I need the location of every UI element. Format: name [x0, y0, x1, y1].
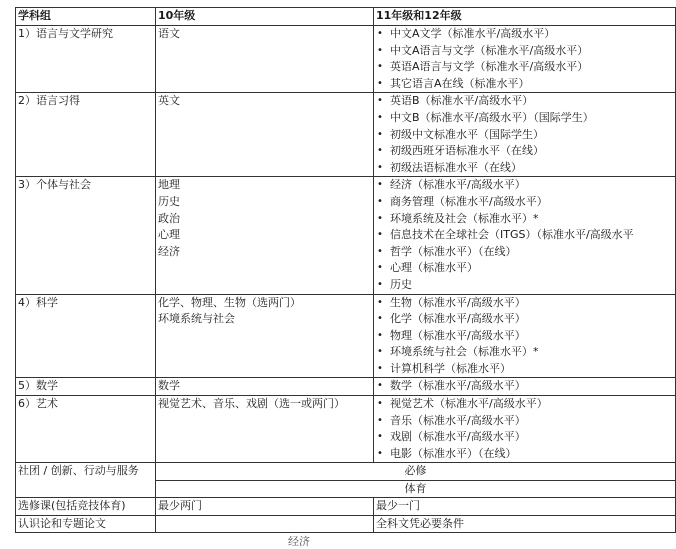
subject-group-name: 4）科学 — [16, 294, 156, 378]
electives-grade-11-12: 最少一门 — [374, 498, 676, 516]
course-list-item: • 商务管理（标准水平/高级水平） — [390, 194, 673, 211]
course-list-item: • 初级西班牙语标准水平（在线） — [390, 143, 673, 160]
pe-label: 体育 — [156, 480, 676, 498]
course-list — [376, 378, 673, 395]
course-list-item: • 历史 — [390, 277, 673, 294]
subject-group-row — [16, 396, 676, 463]
grade-11-12-courses — [374, 93, 676, 177]
electives-row — [16, 498, 676, 516]
course-list-item: • 初级法语标准水平（在线） — [390, 160, 673, 177]
course-list-item: • 计算机科学（标准水平） — [390, 361, 673, 378]
course-list-item: • 生物（标准水平/高级水平） — [390, 295, 673, 312]
tok-grade-10 — [156, 515, 374, 533]
subject-group-name: 3）个体与社会 — [16, 177, 156, 294]
course-list-item: • 中文B（标准水平/高级水平）（国际学生） — [390, 110, 673, 127]
course-list-item: • 化学（标准水平/高级水平） — [390, 311, 673, 328]
grade-10-course: 政治 — [158, 211, 180, 225]
course-list-item: • 环境系统及社会（标准水平）* — [390, 211, 673, 228]
grade-10-courses — [156, 294, 374, 378]
course-list-item: • 视觉艺术（标准水平/高级水平） — [390, 396, 673, 413]
course-list — [376, 295, 673, 378]
grade-11-12-courses — [374, 294, 676, 378]
grade-10-courses — [156, 378, 374, 396]
course-list — [376, 396, 673, 462]
subject-group-row — [16, 26, 676, 93]
subject-group-name: 1）语言与文学研究 — [16, 26, 156, 93]
clubs-row — [16, 463, 676, 481]
subject-group-row — [16, 177, 676, 294]
subject-group-row — [16, 294, 676, 378]
course-list-item: • 初级中文标准水平（国际学生） — [390, 127, 673, 144]
grade-11-12-courses — [374, 396, 676, 463]
tok-label: 认识论和专题论文 — [16, 515, 156, 533]
tok-row — [16, 515, 676, 533]
course-list-item: • 经济（标准水平/高级水平） — [390, 177, 673, 194]
course-list-item: • 数学（标准水平/高级水平） — [390, 378, 673, 395]
course-list-item: • 其它语言A在线（标准水平） — [390, 76, 673, 93]
course-list — [376, 177, 673, 293]
header-grade-11-12: 11年级和12年级 — [374, 8, 676, 26]
grade-10-courses — [156, 396, 374, 463]
grade-11-12-courses — [374, 378, 676, 396]
header-subject-group: 学科组 — [16, 8, 156, 26]
subject-group-name: 6）艺术 — [16, 396, 156, 463]
electives-label: 选修课(包括竞技体育) — [16, 498, 156, 516]
grade-10-course: 心理 — [158, 228, 180, 242]
page-footer-fragment: 经济 — [288, 535, 310, 548]
course-list-item: • 电影（标准水平）（在线） — [390, 446, 673, 463]
grade-10-course: 语文 — [158, 27, 180, 40]
course-list-item: • 环境系统与社会（标准水平）* — [390, 344, 673, 361]
grade-11-12-courses — [374, 177, 676, 294]
grade-10-courses — [156, 177, 374, 294]
course-list-item: • 中文A语言与文学（标准水平/高级水平） — [390, 43, 673, 60]
course-list-item: • 戏剧（标准水平/高级水平） — [390, 429, 673, 446]
course-list-item: • 英语B（标准水平/高级水平） — [390, 93, 673, 110]
course-list-item: • 英语A语言与文学（标准水平/高级水平） — [390, 59, 673, 76]
curriculum-table — [15, 7, 676, 533]
course-list-item: • 哲学（标准水平）（在线） — [390, 244, 673, 261]
subject-group-row — [16, 378, 676, 396]
grade-10-course: 英文 — [158, 94, 180, 108]
tok-grade-11-12: 全科文凭必要条件 — [374, 515, 676, 533]
header-grade-10: 10年级 — [156, 8, 374, 26]
grade-10-course: 环境系统与社会 — [158, 312, 235, 326]
course-list-item: • 心理（标准水平） — [390, 260, 673, 277]
course-list-item: • 中文A文学（标准水平/高级水平） — [390, 26, 673, 43]
electives-grade-10: 最少两门 — [156, 498, 374, 516]
grade-10-courses — [156, 93, 374, 177]
grade-10-course: 地理 — [158, 178, 180, 192]
course-list-item: • 音乐（标准水平/高级水平） — [390, 413, 673, 430]
required-label: 必修 — [156, 463, 676, 481]
course-list — [376, 26, 673, 92]
subject-group-row — [16, 93, 676, 177]
course-list-item: • 物理（标准水平/高级水平） — [390, 328, 673, 345]
grade-10-course: 数学 — [158, 379, 180, 393]
grade-10-course: 视觉艺术、音乐、戏剧（选一或两门） — [158, 397, 345, 411]
subject-group-name: 5）数学 — [16, 378, 156, 396]
grade-10-course: 化学、物理、生物（选两门） — [158, 295, 301, 309]
grade-10-course: 经济 — [158, 244, 180, 258]
clubs-label: 社团 / 创新、行动与服务 — [16, 463, 156, 498]
header-row — [16, 8, 676, 26]
grade-10-course: 历史 — [158, 194, 180, 208]
course-list-item: • 信息技术在全球社会（ITGS）（标准水平/高级水平 — [390, 227, 673, 244]
course-list — [376, 93, 673, 176]
subject-group-name: 2）语言习得 — [16, 93, 156, 177]
grade-11-12-courses — [374, 26, 676, 93]
grade-10-courses — [156, 26, 374, 93]
